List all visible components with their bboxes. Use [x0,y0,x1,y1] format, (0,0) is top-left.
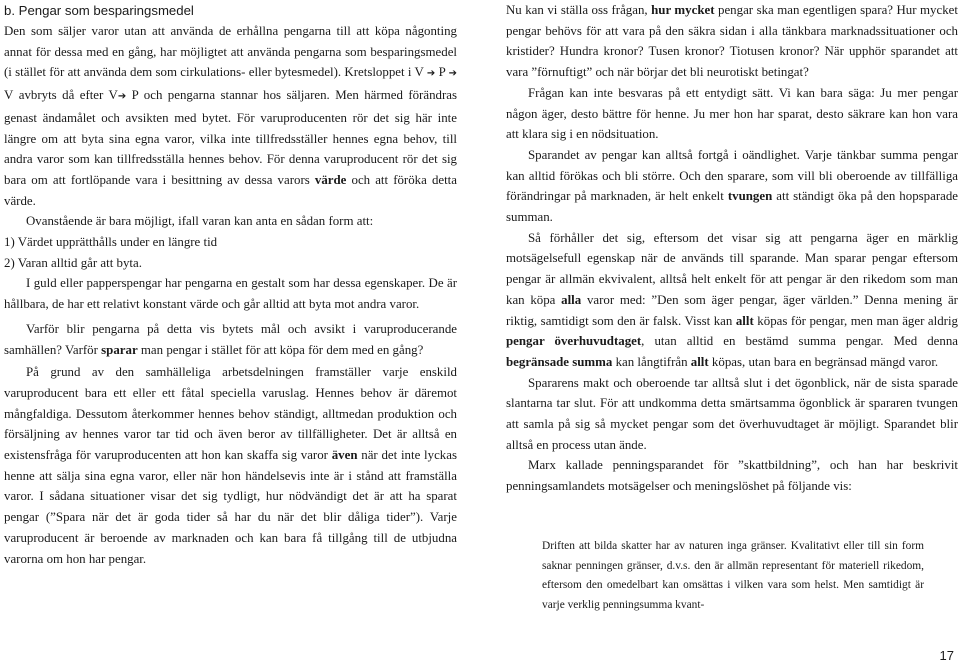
bold-term: sparar [101,342,138,357]
bold-term: hur mycket [651,3,715,17]
paragraph-5: Spararens makt och oberoende tar alltså slut i det ögonblick, när de sista sparade slantarna tar slut. För att undkomma detta smärtsamma ögonblick är spararen tvungen att samla på sig så mycket pengar som det överhuvudtaget är möjligt. Sparandet blir alltså en process utan ände. [506,375,958,452]
paragraph-5: På grund av den samhälleliga arbetsdelningen framställer varje enskild varuproducent bara ett eller ett fåtal speciella varuslag. Hennes behov är däremot mångfaldiga. Dessutom återkommer hennes behov ständigt, alltmedan produktion och försäljning av hennes varor tar tid och även beror av tillfälligheter. Det är alltså en existensfråga för varuproducenten att hon kan skaffa sig varor även när det inte lyckas henne att sälja sina egna varor, eller när hon händelsevis inte är i stånd att framställa varor. I sådana situationer visar det sig tydligt, hur nödvändigt det är att ha sparat pengar (”Spara när det är goda tider så har du när det blir dåliga tider”). Varje varuproducent är beroende av marknaden och kan bara få tillgång till de utbjudna varorna om hon har pengar. [4,365,457,566]
right-column [506,0,958,497]
bold-term: pengar överhuvudtaget [506,334,642,349]
quote-text: Driften att bilda skatter har av naturen inga gränser. Kvalitativt eller till sin form saknar penningen gränser, d.v.s. den är allmän representant för materiell rikedom, eftersom den omedelbart kan omsättas i vilken vara som helst. Men samtidigt är varje verklig penningsumma kvant- [542,540,924,612]
bold-term: värde [314,172,347,187]
arrow-icon: ➔ [448,68,457,80]
paragraph-3: I guld eller papperspengar har pengarna en gestalt som har dessa egenskaper. De är hållbara, de har ett relativt konstant värde och går alltid att byta mot andra varor. [4,276,457,312]
bold-term: även [331,448,358,463]
paragraph-4: Varför blir pengarna på detta vis bytets mål och avsikt i varuproducerande samhällen? Varför sparar man pengar i stället för att köpa för dem med en gång? [4,321,457,357]
bold-term: tvungen [727,189,773,204]
paragraph-3: Sparandet av pengar kan alltså fortgå i oändlighet. Varje tänkbar summa pengar kan alltid förökas och bli större. Och den sparare, som vill bli oberoende av tillfälliga förändringar på marknaden, är helt enkelt tvungen att ständigt öka på den hopsparade summan. [506,147,959,225]
page-number: 17 [939,648,954,663]
bold-term: allt [690,354,709,369]
bold-term: alla [561,292,582,307]
bold-term: allt [735,313,754,328]
paragraph-2: Ovanstående är bara möjligt, ifall varan kan anta en sådan form att: [26,214,374,229]
paragraph-6: Marx kallade penningsparandet för ”skattbildning”, och han har beskrivit penningsamlandets motsägelser och meningslöshet på följande vis: [506,458,958,494]
paragraph-1: Nu kan vi ställa oss frågan, hur mycket pengar ska man egentligen spara? Hur mycket pengar behövs för att vara på den säkra sidan i alla tänkbara marknadssituationer och kristider? Hundra kronor? Tusen kronor? Tiotusen kronor? När upphör sparandet att vara ”förnuftigt” och när börjar det bli neurotiskt betingat? [506,3,958,80]
paragraph-1: Den som säljer varor utan att använda de erhållna pengarna till att köpa någonting annat för dessa med en gång, har möjligtet att använda pengarna som besparingsmedel (i stället för att använda dem som cirkulations- eller bytesmedel). Kretsloppet i V ➔ P ➔ V avbryts då efter V➔ P och pengarna stannar hos säljaren. Men härmed förändras genast ändamålet och avsikten med bytet. För varuproducenten rör det sig här inte längre om att byta sina egna varor, vilka inte tillfredsställer hennes egna behov, till andra varor som kan tillfredsställa hennes behov. För denna varuproducent rör det sig bara om att fortlöpande vara i besittning av dessa varors värde och att föröka detta värde. [4,24,457,208]
block-quote [542,537,924,616]
left-column [4,0,457,569]
paragraph-4: Så förhåller det sig, eftersom det visar sig att pengarna äger en märklig motsägelsefull egenskap när de används till sparande. Man sparar pengar eftersom pengar är allmän ekvivalent, alltså helt enkelt för att pengar är den rikedom som man kan köpa alla varor med: ”Den som äger pengar, äger världen.” Denna mening är riktig, samtidigt som den är falsk. Visst kan allt köpas för pengar, men man äger aldrig pengar överhuvudtaget, utan alltid en bestämd summa pengar. Med denna begränsade summa kan långtifrån allt köpas, utan bara en begränsad mängd varor. [506,230,958,369]
paragraph-2: Frågan kan inte besvaras på ett entydigt sätt. Vi kan bara säga: Ju mer pengar någon äger, desto bättre för henne. Ju mer hon har sparat, desto säkrare kan hon vara att klara sig i en nödsituation. [506,85,958,142]
arrow-icon: ➔ [117,91,127,103]
section-heading: b. Pengar som besparingsmedel [4,3,194,18]
bold-term: begränsade summa [506,354,613,369]
list-item-2: 2) Varan alltid går att byta. [4,255,142,270]
list-item-1: 1) Värdet upprätthålls under en längre tid [4,235,218,250]
arrow-icon: ➔ [426,68,436,80]
